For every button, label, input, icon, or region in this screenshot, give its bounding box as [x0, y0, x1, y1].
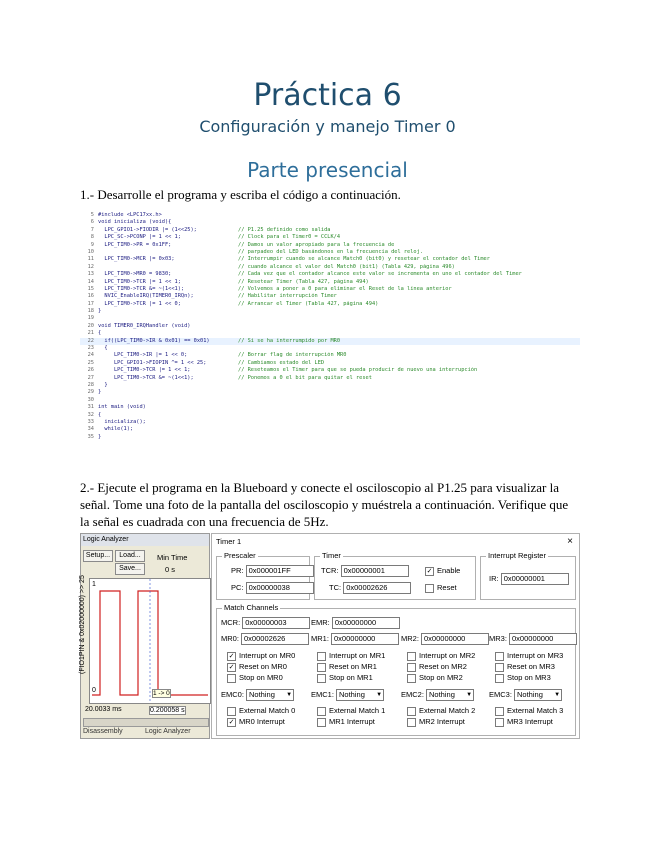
ext-checkbox[interactable]: [317, 707, 326, 716]
match-option-checkbox[interactable]: [407, 663, 416, 672]
line-number: 27: [87, 374, 94, 381]
match-option-label: Stop on MR2: [419, 673, 463, 682]
pr-field[interactable]: 0x000001FF: [246, 565, 314, 577]
match-option[interactable]: [317, 651, 385, 661]
match-option[interactable]: [407, 651, 475, 661]
code-text: {: [98, 330, 102, 337]
mr3-field[interactable]: 0x00000000: [509, 633, 577, 645]
mr2-row: [401, 633, 489, 645]
ext-checkbox[interactable]: [495, 707, 504, 716]
mri-label: MR3 Interrupt: [507, 717, 553, 726]
mri-option[interactable]: [317, 717, 375, 727]
code-text: [98, 397, 238, 404]
page-subtitle: Configuración y manejo Timer 0: [199, 117, 456, 136]
code-comment: [238, 412, 580, 419]
tcr-field[interactable]: 0x00000001: [341, 565, 409, 577]
code-line: [80, 264, 580, 271]
chevron-down-icon: ▼: [286, 692, 293, 698]
timer-group-label: Timer: [322, 551, 341, 560]
code-text: {: [98, 411, 102, 418]
code-text: [98, 264, 238, 271]
line-number: 9: [90, 241, 94, 248]
line-number: 13: [87, 271, 94, 278]
mcr-field[interactable]: 0x00000003: [242, 617, 310, 629]
mri-checkbox[interactable]: [495, 718, 504, 727]
line-number: 21: [87, 330, 94, 337]
tab-logic-analyzer[interactable]: Logic Analyzer: [145, 728, 191, 735]
page-title: Práctica 6: [253, 78, 402, 113]
code-line: [80, 315, 580, 322]
code-comment: [238, 315, 580, 322]
code-text: void TIMER0_IRQHandler (void): [98, 322, 191, 329]
prescaler-label: Prescaler: [224, 551, 256, 560]
mr3-row: [489, 633, 577, 645]
match-option[interactable]: [407, 673, 463, 683]
match-option-label: Interrupt on MR1: [329, 651, 386, 660]
match-option[interactable]: [227, 651, 295, 661]
code-line: [80, 338, 580, 345]
code-text: inicializa();: [98, 418, 146, 425]
code-line: [80, 352, 580, 359]
code-comment: // Volvemos a poner a 0 para eliminar el Reset de la línea anterior: [238, 285, 452, 292]
match-option-label: Reset on MR1: [329, 662, 377, 671]
enable-checkbox[interactable]: ✓: [426, 567, 433, 575]
tc-field[interactable]: 0x00002626: [343, 582, 411, 594]
mr1-label: MR1:: [311, 633, 329, 643]
mcr-label: MCR:: [221, 617, 241, 627]
tcr-label: TCR:: [321, 565, 339, 575]
ext-label: External Match 2: [419, 706, 476, 715]
min-time-label: Min Time: [157, 553, 188, 562]
match-option-label: Stop on MR3: [507, 673, 551, 682]
mri-option[interactable]: [227, 717, 285, 727]
min-time-value: 0 s: [165, 565, 176, 574]
code-comment: [238, 419, 580, 426]
code-comment: // parpadeo del LED basándonos en la frecuencia del reloj.: [238, 248, 423, 255]
emc3-select[interactable]: [514, 689, 562, 701]
code-text: }: [98, 389, 102, 396]
ir-group-label: Interrupt Register: [488, 551, 546, 560]
emr-field[interactable]: 0x00000000: [332, 617, 400, 629]
prescaler-group: [216, 551, 310, 600]
match-option[interactable]: [407, 662, 467, 672]
line-number: 11: [87, 256, 94, 263]
tab-disassembly[interactable]: Disassembly: [83, 728, 123, 735]
waveform-svg: [90, 579, 210, 703]
cursor-label: 1 -> 0: [153, 690, 170, 697]
code-comment: [238, 389, 580, 396]
code-text: LPC_SC->PCONP |= 1 << 1;: [98, 234, 181, 241]
code-text: int main (void): [98, 404, 146, 411]
emc1-value: Nothing: [339, 690, 365, 699]
match-option-label: Interrupt on MR2: [419, 651, 476, 660]
code-line: [80, 271, 580, 278]
match-channels-label: Match Channels: [224, 603, 279, 612]
line-number: 24: [87, 352, 94, 359]
horizontal-scrollbar[interactable]: [83, 718, 209, 727]
line-number: 8: [90, 234, 94, 241]
code-text: }: [98, 433, 102, 440]
match-option-label: Reset on MR0: [239, 662, 287, 671]
code-comment: [238, 330, 580, 337]
code-comment: // Clock para el Timer0 = CCLK/4: [238, 234, 341, 241]
line-number: 28: [87, 381, 94, 388]
emc1-select[interactable]: [336, 689, 384, 701]
chevron-down-icon: ▼: [554, 692, 561, 698]
code-line: [80, 375, 580, 382]
code-comment: [238, 323, 580, 330]
logic-analyzer-title: Logic Analyzer: [81, 534, 209, 546]
match-option-label: Reset on MR2: [419, 662, 467, 671]
code-text: }: [98, 381, 108, 388]
code-line: [80, 397, 580, 404]
ext-label: External Match 0: [239, 706, 296, 715]
pc-field[interactable]: 0x00000038: [246, 582, 314, 594]
code-line: [80, 293, 580, 300]
code-comment: // Ponemos a 0 el bit para quitar el reset: [238, 374, 372, 381]
code-comment: // Reseteamos el Timer para que se pueda producir de nuevo una interrupción: [238, 367, 478, 374]
reset-checkbox[interactable]: [425, 584, 434, 593]
code-line: [80, 404, 580, 411]
line-number: 18: [87, 308, 94, 315]
line-number: 26: [87, 367, 94, 374]
emc2-select[interactable]: [426, 689, 474, 701]
pr-label: PR:: [231, 565, 244, 575]
code-text: LPC_GPIO1->FIODIR |= (1<<25);: [98, 226, 197, 233]
code-text: if((LPC_TIM0->IR & 0x01) == 0x01): [98, 337, 210, 344]
match-option[interactable]: [317, 662, 377, 672]
mri-option[interactable]: [495, 717, 553, 727]
line-number: 22: [87, 337, 94, 344]
code-text: LPC_TIM0->TCR |= 1 << 1;: [98, 367, 191, 374]
code-comment: [238, 426, 580, 433]
waveform-plot: [89, 578, 211, 704]
code-comment: // Arrancar el Timer (Tabla 427, página 494): [238, 300, 379, 307]
instruction-2: 2.- Ejecute el programa en la Blueboard y conecte el osciloscopio al P1.25 para visualizar la señal. Tome una foto de la pantalla del osciloscopio y muéstrela a continuación. Verifique que la señal es cuadrada con una frecuencia de 5Hz.: [80, 480, 569, 529]
code-line: [80, 256, 580, 263]
ext-checkbox[interactable]: [227, 707, 236, 716]
enable-label: Enable: [437, 566, 461, 575]
ext-option[interactable]: [317, 706, 385, 716]
instruction-1: 1.- Desarrolle el programa y escriba el código a continuación.: [80, 187, 401, 202]
match-option[interactable]: [495, 673, 551, 683]
line-number: 35: [87, 433, 94, 440]
code-listing: [80, 212, 580, 447]
ext-checkbox[interactable]: [407, 707, 416, 716]
line-number: 31: [87, 404, 94, 411]
line-number: 20: [87, 322, 94, 329]
code-line: [80, 434, 580, 441]
ir-label: IR:: [489, 573, 499, 583]
y-high-label: 1: [92, 581, 96, 588]
line-number: 14: [87, 278, 94, 285]
match-option[interactable]: [227, 662, 287, 672]
emc2-label: EMC2:: [401, 689, 424, 699]
line-number: 12: [87, 263, 94, 270]
chevron-down-icon: ▼: [376, 692, 383, 698]
match-channels-group: [216, 603, 576, 736]
match-option-label: Stop on MR1: [329, 673, 373, 682]
match-option-checkbox[interactable]: [495, 674, 504, 683]
mri-label: MR1 Interrupt: [329, 717, 375, 726]
line-number: 16: [87, 293, 94, 300]
code-comment: [238, 404, 580, 411]
match-option[interactable]: [227, 673, 283, 683]
code-comment: [238, 397, 580, 404]
match-option-checkbox[interactable]: [317, 652, 326, 661]
code-line: [80, 323, 580, 330]
interrupt-register-group: [480, 551, 576, 600]
code-text: }: [98, 308, 102, 315]
code-comment: [238, 212, 580, 219]
code-text: LPC_TIM0->MR0 = 9830;: [98, 271, 172, 278]
timer-dialog-title: Timer 1: [216, 537, 242, 546]
close-icon[interactable]: ×: [567, 536, 573, 547]
timer-group: [314, 551, 476, 600]
signal-label: (FIO1PIN & 0x02000000) >> 25: [79, 575, 86, 674]
emc3-value: Nothing: [517, 690, 543, 699]
code-line: [80, 249, 580, 256]
chevron-down-icon: ▼: [466, 692, 473, 698]
ir-field[interactable]: 0x00000001: [501, 573, 569, 585]
line-number: 7: [90, 226, 94, 233]
code-line: [80, 419, 580, 426]
mri-checkbox[interactable]: [317, 718, 326, 727]
code-text: NVIC_EnableIRQ(TIMER0_IRQn);: [98, 293, 194, 300]
code-text: LPC_TIM0->TCR |= 1 << 1;: [98, 278, 181, 285]
setup-button[interactable]: Setup...: [83, 550, 113, 562]
time-start: 20.0033 ms: [85, 706, 122, 713]
match-option-checkbox[interactable]: [317, 663, 326, 672]
mr0-label: MR0:: [221, 633, 239, 643]
code-comment: // Borrar flag de interrupción MR0: [238, 352, 347, 359]
match-option-label: Interrupt on MR0: [239, 651, 296, 660]
match-option-checkbox[interactable]: [495, 663, 504, 672]
code-comment: [238, 219, 580, 226]
code-text: #include <LPC17xx.h>: [98, 212, 162, 218]
code-comment: // Si se ha interrumpido por MR0: [238, 337, 341, 344]
ext-label: External Match 3: [507, 706, 564, 715]
line-number: 34: [87, 426, 94, 433]
code-comment: // P1.25 definido como salida: [238, 226, 331, 233]
mr1-field[interactable]: 0x00000000: [331, 633, 399, 645]
mri-label: MR0 Interrupt: [239, 717, 285, 726]
match-option-checkbox[interactable]: ✓: [228, 652, 235, 660]
match-option[interactable]: [317, 673, 373, 683]
mri-checkbox[interactable]: ✓: [228, 718, 235, 726]
code-line: [80, 389, 580, 396]
ext-option[interactable]: [495, 706, 563, 716]
section-title: Parte presencial: [247, 158, 408, 182]
code-line: [80, 382, 580, 389]
code-text: LPC_TIM0->TCR |= 1 << 0;: [98, 300, 181, 307]
match-option-checkbox[interactable]: [407, 674, 416, 683]
emc0-row: [221, 689, 294, 701]
debugger-screenshot: [80, 533, 580, 739]
code-comment: [238, 382, 580, 389]
code-text: LPC_TIM0->TCR &= ~(1<<1);: [98, 374, 194, 381]
code-line: [80, 308, 580, 315]
match-option-label: Interrupt on MR3: [507, 651, 564, 660]
code-line: [80, 426, 580, 433]
code-comment: // cuando alcance el valor del Match0 (bit1) (Tabla 429, página 496): [238, 263, 455, 270]
code-comment: // Cada vez que el contador alcance este valor se incrementa en uno el contador del Timer: [238, 271, 522, 278]
emc3-label: EMC3:: [489, 689, 512, 699]
y-low-label: 0: [92, 687, 96, 694]
match-option-checkbox[interactable]: ✓: [228, 663, 235, 671]
match-option-label: Stop on MR0: [239, 673, 283, 682]
code-comment: [238, 345, 580, 352]
code-line: [80, 279, 580, 286]
code-line: [80, 219, 580, 226]
line-number: 23: [87, 345, 94, 352]
code-line: [80, 330, 580, 337]
code-text: void inicializa (void){: [98, 219, 172, 226]
code-comment: [238, 308, 580, 315]
code-comment: // Habilitar interrupción Timer: [238, 293, 337, 300]
line-number: 25: [87, 359, 94, 366]
load-button[interactable]: Load...: [115, 550, 145, 562]
code-text: [98, 315, 238, 322]
line-number: 15: [87, 285, 94, 292]
mr0-row: [221, 633, 309, 645]
timer-dialog: [211, 533, 580, 739]
ext-label: External Match 1: [329, 706, 386, 715]
match-option-checkbox[interactable]: [317, 674, 326, 683]
code-comment: // Interrumpir cuando se alcance Match0 (bit0) y resetear el contador del Timer: [238, 256, 490, 263]
emc0-label: EMC0:: [221, 689, 244, 699]
code-line: [80, 345, 580, 352]
code-line: [80, 227, 580, 234]
logic-analyzer-panel: [80, 533, 210, 739]
code-text: LPC_TIM0->PR = 0x1FF;: [98, 241, 172, 248]
mri-checkbox[interactable]: [407, 718, 416, 727]
code-text: [98, 249, 238, 256]
reset-label: Reset: [437, 583, 457, 592]
line-number: 32: [87, 411, 94, 418]
code-text: {: [98, 345, 108, 352]
match-option-checkbox[interactable]: [227, 674, 236, 683]
code-comment: [238, 434, 580, 441]
line-number: 10: [87, 248, 94, 255]
line-number: 6: [90, 219, 94, 226]
code-text: LPC_TIM0->IR |= 1 << 0;: [98, 352, 188, 359]
code-line: [80, 301, 580, 308]
code-line: [80, 212, 580, 219]
code-line: [80, 286, 580, 293]
mr1-row: [311, 633, 399, 645]
mri-option[interactable]: [407, 717, 465, 727]
code-line: [80, 412, 580, 419]
emr-label: EMR:: [311, 617, 330, 627]
code-text: LPC_TIM0->MCR |= 0x03;: [98, 256, 175, 263]
code-line: [80, 234, 580, 241]
match-option-checkbox[interactable]: [407, 652, 416, 661]
mr2-field[interactable]: 0x00000000: [421, 633, 489, 645]
line-number: 29: [87, 389, 94, 396]
match-option[interactable]: [495, 662, 555, 672]
ext-option[interactable]: [227, 706, 295, 716]
emc0-value: Nothing: [249, 690, 275, 699]
code-text: LPC_TIM0->TCR &= ~(1<<1);: [98, 285, 185, 292]
ext-option[interactable]: [407, 706, 475, 716]
line-number: 30: [87, 396, 94, 403]
code-line: [80, 242, 580, 249]
save-button[interactable]: Save...: [115, 563, 145, 575]
emc1-label: EMC1:: [311, 689, 334, 699]
code-line: [80, 367, 580, 374]
mri-label: MR2 Interrupt: [419, 717, 465, 726]
emc1-row: [311, 689, 384, 701]
mr2-label: MR2:: [401, 633, 419, 643]
pc-label: PC:: [231, 582, 244, 592]
code-text: while(1);: [98, 426, 134, 433]
code-line: [80, 360, 580, 367]
match-option[interactable]: [495, 651, 563, 661]
code-comment: // Cambiamos estado del LED: [238, 359, 325, 366]
code-comment: // Damos un valor apropiado para la frecuencia de: [238, 241, 395, 248]
code-comment: // Resetear Timer (Tabla 427, página 494): [238, 278, 369, 285]
emc3-row: [489, 689, 562, 701]
match-option-checkbox[interactable]: [495, 652, 504, 661]
line-number: 5: [90, 212, 94, 218]
line-number: 17: [87, 300, 94, 307]
line-number: 19: [87, 315, 94, 322]
emc2-value: Nothing: [429, 690, 455, 699]
code-text: LPC_GPIO1->FIOPIN ^= 1 << 25;: [98, 359, 207, 366]
time-cursor: 0.200058 s: [150, 707, 185, 714]
mr3-label: MR3:: [489, 633, 507, 643]
match-option-label: Reset on MR3: [507, 662, 555, 671]
tc-label: TC:: [329, 582, 342, 592]
mr0-field[interactable]: 0x00002626: [241, 633, 309, 645]
line-number: 33: [87, 418, 94, 425]
emc2-row: [401, 689, 474, 701]
emc0-select[interactable]: [246, 689, 294, 701]
